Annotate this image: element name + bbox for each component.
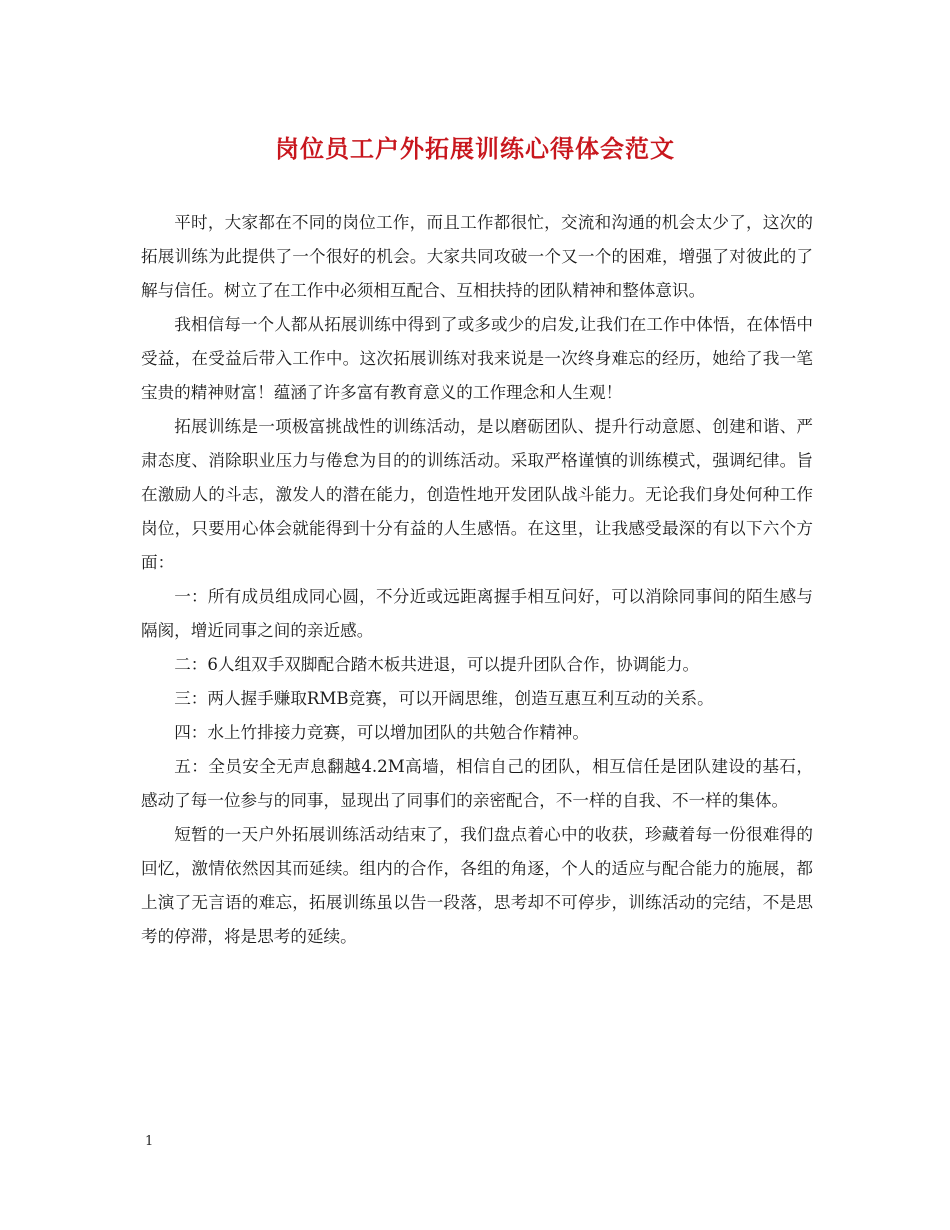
page-number: 1: [145, 1134, 154, 1149]
paragraph-point-four: 四：水上竹排接力竞赛，可以增加团队的共勉合作精神。: [174, 723, 590, 742]
paragraph-point-two: 二：6人组双手双脚配合踏木板共进退，可以提升团队合作，协调能力。: [174, 655, 700, 674]
paragraph-training-description: 拓展训练是一项极富挑战性的训练活动，是以磨砺团队、提升行动意愿、创建和谐、严肃态度、消除职业压力与倦怠为目的的训练活动。采取严格谨慎的训练模式，强调纪律。旨在激励人的斗志，激发人的潜在能力，创造性地开发团队战斗能力。无论我们身处何种工作岗位，只要用心体会就能得到十分有益的人生感悟。在这里，让我感受最深的有以下六个方面：: [141, 417, 813, 572]
document-title: 岗位员工户外拓展训练心得体会范文: [275, 134, 675, 163]
paragraph-point-three: 三：两人握手赚取RMB竞赛，可以开阔思维，创造互惠互利互动的关系。: [174, 689, 714, 708]
paragraph-point-five: 五：全员安全无声息翻越4.2M高墙，相信自己的团队，相互信任是团队建设的基石，感动了每一位参与的同事，显现出了同事们的亲密配合，不一样的自我、不一样的集体。: [141, 757, 813, 810]
document-body: [141, 206, 813, 954]
paragraph-conclusion: 短暂的一天户外拓展训练活动结束了，我们盘点着心中的收获，珍藏着每一份很难得的回忆，激情依然因其而延续。组内的合作，各组的角逐，个人的适应与配合能力的施展，都上演了无言语的难忘，拓展训练虽以告一段落，思考却不可停步，训练活动的完结，不是思考的停滞，将是思考的延续。: [141, 825, 813, 946]
paragraph-point-one: 一：所有成员组成同心圆，不分近或远距离握手相互问好，可以消除同事间的陌生感与隔阂，增近同事之间的亲近感。: [141, 587, 813, 640]
paragraph-intro: 平时，大家都在不同的岗位工作，而且工作都很忙，交流和沟通的机会太少了，这次的拓展训练为此提供了一个很好的机会。大家共同攻破一个又一个的困难，增强了对彼此的了解与信任。树立了在工作中必须相互配合、互相扶持的团队精神和整体意识。: [141, 213, 813, 300]
paragraph-inspiration: 我相信每一个人都从拓展训练中得到了或多或少的启发,让我们在工作中体悟，在体悟中受益，在受益后带入工作中。这次拓展训练对我来说是一次终身难忘的经历，她给了我一笔宝贵的精神财富！蕴涵了许多富有教育意义的工作理念和人生观！: [141, 315, 813, 402]
